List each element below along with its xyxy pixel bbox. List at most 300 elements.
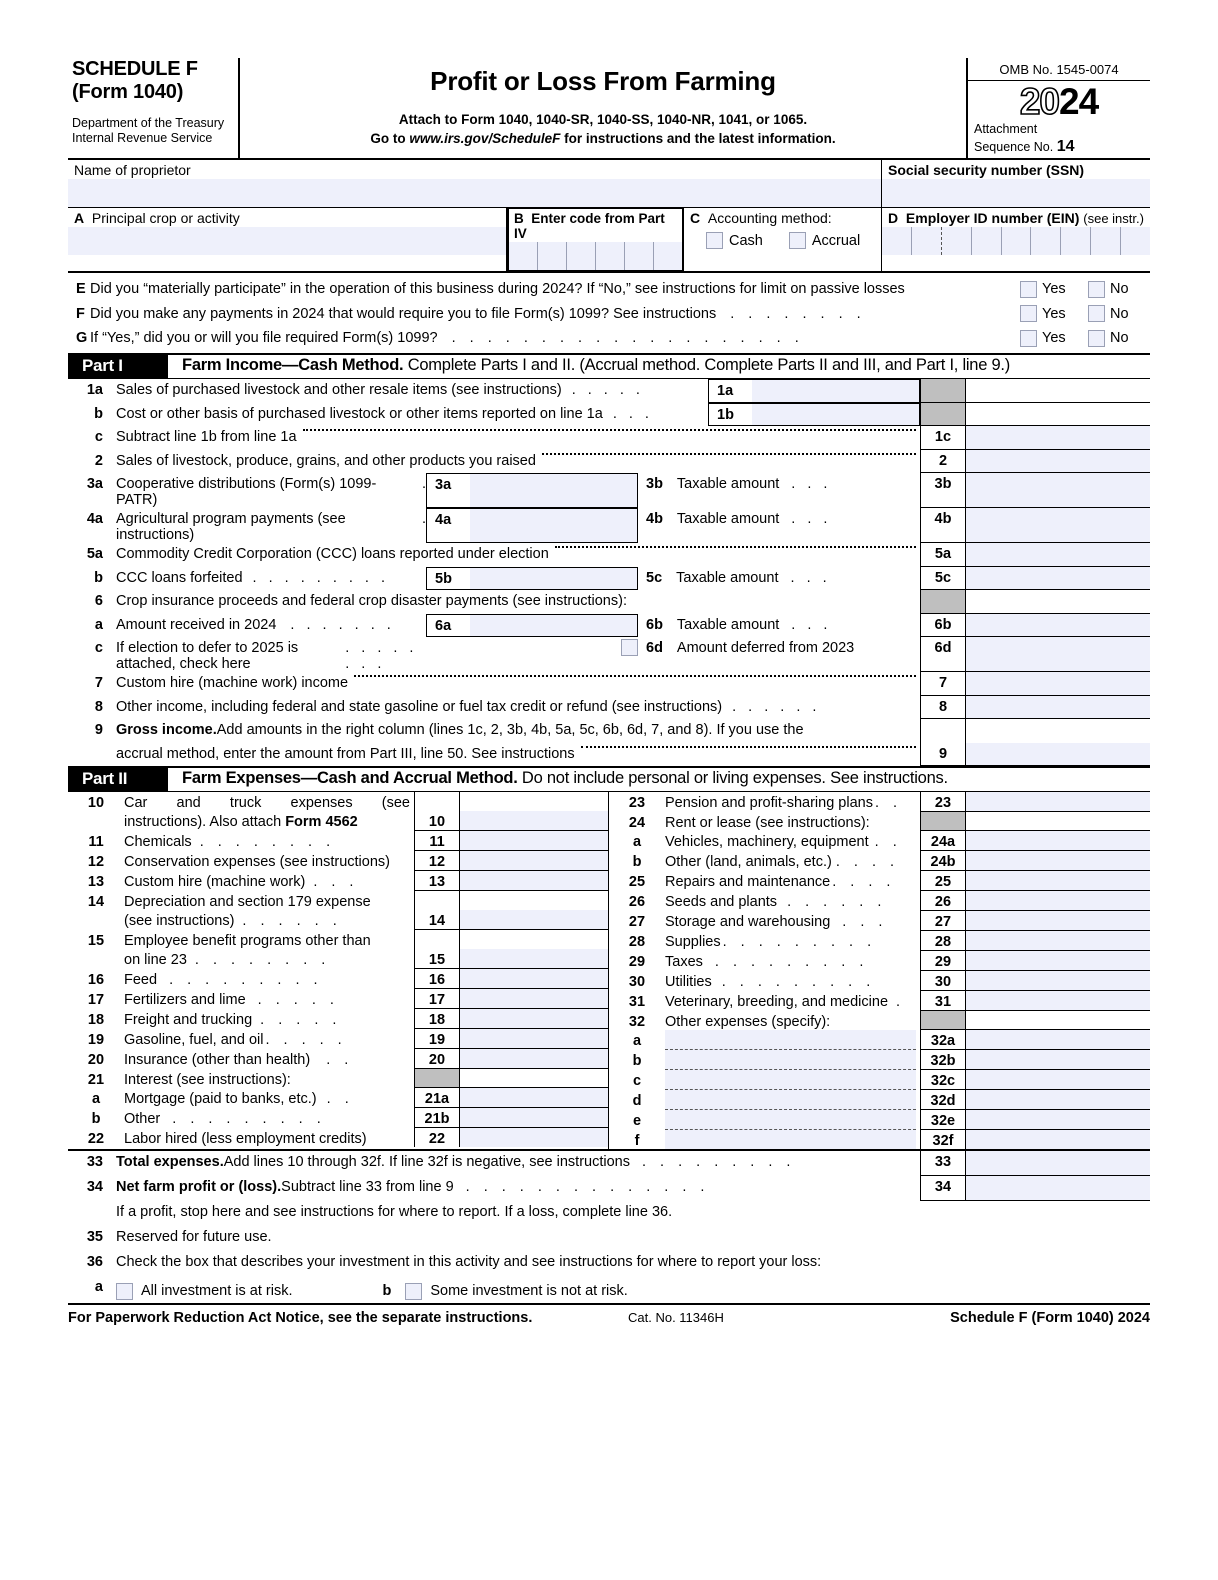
line-1c-input[interactable] <box>966 426 1150 450</box>
line-c-letter: C <box>690 209 701 226</box>
line-9-row-2 <box>68 743 1150 767</box>
line-32c-description-input[interactable] <box>665 1070 916 1090</box>
line-1b-input[interactable] <box>752 403 920 427</box>
line-4a-leader: . <box>421 511 426 528</box>
line-10-row-1 <box>68 792 608 811</box>
line-1a-row <box>68 379 1150 403</box>
line-21b-leader: . . . . . . . . . <box>172 1111 326 1128</box>
line-1c-text: Subtract line 1b from line 1a <box>116 429 297 446</box>
line-34-text: Subtract line 33 from line 9 <box>281 1179 454 1196</box>
line-20-input[interactable] <box>460 1049 608 1069</box>
line-31-input[interactable] <box>966 991 1150 1011</box>
questions-block <box>68 273 1150 354</box>
line-33-row <box>68 1151 1150 1176</box>
line-27-input[interactable] <box>966 911 1150 931</box>
line-2-row <box>68 450 1150 474</box>
abcd-row <box>68 208 1150 273</box>
part-2-header <box>68 768 1150 792</box>
line-d-note: (see instr.) <box>1083 210 1144 226</box>
line-7-box-label: 7 <box>920 672 966 696</box>
line-4a-input[interactable] <box>470 508 638 543</box>
line-36-text: Check the box that describes your investment in this activity and see instructions for where to report your loss: <box>116 1254 822 1271</box>
line-34-note-row <box>68 1201 1150 1226</box>
ein-box[interactable] <box>1091 227 1121 255</box>
line-30-box-label: 30 <box>920 971 966 991</box>
line-8-number: 8 <box>94 698 103 715</box>
ein-box[interactable] <box>1121 227 1150 255</box>
line-32e-number: e <box>632 1113 642 1130</box>
line-32d-number: d <box>632 1093 642 1110</box>
line-15-input[interactable] <box>460 949 608 969</box>
line-1b-row <box>68 403 1150 427</box>
part-2-label: Part II <box>68 768 168 791</box>
cash-checkbox[interactable] <box>706 232 723 249</box>
line-a-letter: A <box>74 209 85 226</box>
line-24-row <box>609 812 1150 831</box>
line-34-input[interactable] <box>966 1176 1150 1201</box>
code-box[interactable] <box>625 242 654 270</box>
question-e-no[interactable] <box>1088 281 1150 298</box>
attachment-sequence <box>968 122 1150 158</box>
form-body <box>68 58 1150 1326</box>
line-1c-number: c <box>94 429 103 446</box>
line-4-row <box>68 508 1150 543</box>
line-3-row <box>68 473 1150 508</box>
line-7-input[interactable] <box>966 672 1150 696</box>
line-32f-input[interactable] <box>966 1130 1150 1149</box>
line-32f-row <box>609 1130 1150 1149</box>
line-25-number: 25 <box>628 874 646 891</box>
line-1b-box-label: 1b <box>708 403 752 427</box>
line-36b-checkbox[interactable] <box>405 1283 422 1300</box>
line-33-bold: Total expenses. <box>116 1154 224 1171</box>
line-10-text-2: instructions). Also attach <box>124 814 286 831</box>
line-32d-description-input[interactable] <box>665 1090 916 1110</box>
line-4b-number: 4b <box>646 511 663 528</box>
line-24a-input[interactable] <box>966 831 1150 851</box>
line-1c-row <box>68 426 1150 450</box>
line-26-input[interactable] <box>966 891 1150 911</box>
question-e-yes[interactable] <box>1020 281 1088 298</box>
form-header <box>68 58 1150 160</box>
line-21a-box-label: 21a <box>414 1088 460 1108</box>
proprietor-name-input[interactable] <box>68 179 881 207</box>
attachment-label-1: Attachment <box>974 122 1038 136</box>
line-6c-text: If election to defer to 2025 is attached, check here <box>116 640 299 673</box>
line-32a-description-input[interactable] <box>665 1030 916 1050</box>
line-30-input[interactable] <box>966 971 1150 991</box>
line-25-input[interactable] <box>966 871 1150 891</box>
line-15-number: 15 <box>87 933 105 950</box>
yes-checkbox[interactable] <box>1020 305 1037 322</box>
line-21b-box-label: 21b <box>414 1108 460 1128</box>
line-36-number: 36 <box>86 1254 103 1271</box>
line-31-text: Veterinary, breeding, and medicine <box>665 994 889 1011</box>
line-2-input[interactable] <box>966 450 1150 474</box>
line-14-row-1 <box>68 891 608 910</box>
part-1-rows <box>68 379 1150 768</box>
line-5c-text: Taxable amount <box>676 569 779 586</box>
ssn-input[interactable] <box>882 179 1150 207</box>
line-34-number: 34 <box>86 1179 103 1196</box>
line-32d-input[interactable] <box>966 1090 1150 1110</box>
line-15-box-label: 15 <box>414 949 460 969</box>
line-6c-leader: . . . . . . . . <box>345 640 418 673</box>
line-36-options-row <box>68 1276 1150 1303</box>
line-1b-right-blank <box>966 403 1150 427</box>
line-14-input[interactable] <box>460 910 608 930</box>
line-20-text: Insurance (other than health) <box>124 1052 311 1069</box>
line-3a-number: 3a <box>86 476 103 493</box>
code-box[interactable] <box>567 242 596 270</box>
yes-checkbox[interactable] <box>1020 281 1037 298</box>
line-b-text: Enter code from Part IV <box>514 210 665 241</box>
line-33-text: Add lines 10 through 32f. If line 32f is negative, see instructions <box>223 1154 630 1171</box>
ein-box[interactable] <box>972 227 1002 255</box>
line-14-text: Depreciation and section 179 expense <box>124 894 371 911</box>
line-7-number: 7 <box>94 675 103 692</box>
line-15-row-1 <box>68 930 608 949</box>
bottom-section <box>68 1151 1150 1303</box>
line-29-box-label: 29 <box>920 951 966 971</box>
line-32f-number: f <box>634 1133 640 1150</box>
proprietor-name-label: Name of proprietor <box>74 161 191 178</box>
line-b-cell <box>507 207 684 272</box>
line-d-label <box>882 208 1150 227</box>
line-14-number: 14 <box>87 894 105 911</box>
line-9-number: 9 <box>94 722 103 739</box>
part-1-label: Part I <box>68 355 168 378</box>
line-17-input[interactable] <box>460 989 608 1009</box>
part-2-title-rest: Do not include personal or living expenses. See instructions. <box>517 769 948 788</box>
yes-checkbox[interactable] <box>1020 330 1037 347</box>
line-24b-input[interactable] <box>966 851 1150 871</box>
line-19-input[interactable] <box>460 1029 608 1049</box>
line-32c-box-label: 32c <box>920 1070 966 1090</box>
line-13-row <box>68 871 608 891</box>
line-10-spacer-fld <box>460 792 608 811</box>
line-3b-input[interactable] <box>966 473 1150 508</box>
question-g-no[interactable] <box>1088 330 1150 347</box>
line-c-text: Accounting method: <box>707 209 832 226</box>
line-32f-description-input[interactable] <box>665 1130 916 1149</box>
line-23-leader: . . <box>874 795 903 812</box>
line-9-text-2: accrual method, enter the amount from Part III, line 50. See instructions <box>116 745 575 762</box>
line-9-leader <box>581 746 916 748</box>
line-14-text-2: (see instructions) <box>124 913 235 930</box>
line-13-input[interactable] <box>460 871 608 891</box>
line-32e-input[interactable] <box>966 1110 1150 1130</box>
line-30-leader: . . . . . . . . . <box>721 974 876 991</box>
line-5b-number: b <box>94 569 103 586</box>
line-23-row <box>609 792 1150 812</box>
part-2-title <box>168 768 948 791</box>
line-6c-number: c <box>94 640 103 657</box>
line-28-row <box>609 931 1150 951</box>
line-a-cell <box>68 208 507 271</box>
line-33-box-label: 33 <box>920 1151 966 1176</box>
line-24-text: Rent or lease (see instructions): <box>665 815 870 832</box>
question-row-f <box>68 301 1150 326</box>
line-24a-box-label: 24a <box>920 831 966 851</box>
question-text-g: If “Yes,” did you or will you file required Form(s) 1099? <box>90 330 438 347</box>
line-6a-leader: . . . . . . . <box>290 616 395 633</box>
header-center-block <box>240 58 968 158</box>
line-18-row <box>68 1009 608 1029</box>
line-20-leader: . . <box>326 1052 354 1069</box>
line-11-row <box>68 831 608 851</box>
no-checkbox[interactable] <box>1088 281 1105 298</box>
line-10-word: expenses <box>290 795 353 812</box>
line-5c-number: 5c <box>646 569 663 586</box>
line-2-number: 2 <box>94 452 103 469</box>
accrual-checkbox[interactable] <box>789 232 806 249</box>
form-identifier: Schedule F (Form 1040) 2024 <box>950 1310 1150 1327</box>
line-25-box-label: 25 <box>920 871 966 891</box>
year-suffix: 24 <box>1059 81 1099 122</box>
line-5a-input[interactable] <box>966 543 1150 567</box>
line-18-number: 18 <box>87 1012 105 1029</box>
line-5a-row <box>68 543 1150 567</box>
code-box[interactable] <box>654 242 682 270</box>
code-box[interactable] <box>538 242 567 270</box>
header-right-block <box>968 58 1150 158</box>
paperwork-notice: For Paperwork Reduction Act Notice, see the separate instructions. <box>68 1310 533 1327</box>
line-25-row <box>609 871 1150 891</box>
line-22-number: 22 <box>87 1131 105 1148</box>
line-28-input[interactable] <box>966 931 1150 951</box>
line-1b-number: b <box>94 405 103 422</box>
line-8-input[interactable] <box>966 696 1150 720</box>
question-f-yes[interactable] <box>1020 305 1088 322</box>
line-24a-row <box>609 831 1150 851</box>
line-32c-row <box>609 1070 1150 1090</box>
line-10-row-2 <box>68 811 608 831</box>
line-21a-row <box>68 1088 608 1108</box>
line-32-gray-cell <box>920 1011 966 1030</box>
line-11-leader: . . . . . . . . <box>199 834 336 851</box>
line-29-row <box>609 951 1150 971</box>
line-32a-box-label: 32a <box>920 1030 966 1050</box>
line-32e-description-input[interactable] <box>665 1110 916 1130</box>
line-23-input[interactable] <box>966 792 1150 812</box>
line-b-code-boxes[interactable] <box>509 242 682 270</box>
line-24b-box-label: 24b <box>920 851 966 871</box>
line-16-leader: . . . . . . . . . <box>169 972 323 989</box>
line-27-leader: . . . <box>842 914 888 931</box>
line-6-row <box>68 590 1150 614</box>
line-13-leader: . . . <box>313 874 359 891</box>
line-3a-input[interactable] <box>470 473 638 508</box>
line-16-input[interactable] <box>460 969 608 989</box>
line-32-number: 32 <box>628 1014 646 1031</box>
line-32a-input[interactable] <box>966 1030 1150 1050</box>
part-1-title-bold: Farm Income—Cash Method. <box>182 356 404 375</box>
part-2-left-column <box>68 792 609 1149</box>
tax-year <box>968 81 1150 122</box>
line-19-box-label: 19 <box>414 1029 460 1049</box>
line-21a-input[interactable] <box>460 1088 608 1108</box>
ein-box[interactable] <box>1061 227 1091 255</box>
ein-boxes[interactable] <box>882 227 1150 255</box>
line-32c-input[interactable] <box>966 1070 1150 1090</box>
line-32d-box-label: 32d <box>920 1090 966 1110</box>
line-26-row <box>609 891 1150 911</box>
line-26-box-label: 26 <box>920 891 966 911</box>
line-32a-row <box>609 1030 1150 1050</box>
ein-box[interactable] <box>1002 227 1032 255</box>
no-checkbox[interactable] <box>1088 305 1105 322</box>
line-1b-leader: . . . <box>612 405 653 422</box>
goto-prefix: Go to <box>370 131 410 147</box>
line-36b-number: b <box>382 1283 392 1300</box>
part-1-header <box>68 353 1150 379</box>
line-18-box-label: 18 <box>414 1009 460 1029</box>
line-16-text: Feed <box>124 972 158 989</box>
line-30-text: Utilities <box>665 974 712 991</box>
line-32f-box-label: 32f <box>920 1130 966 1149</box>
line-5a-box-label: 5a <box>920 543 966 567</box>
yes-label: Yes <box>1042 330 1066 347</box>
question-f-no[interactable] <box>1088 305 1150 322</box>
line-30-row <box>609 971 1150 991</box>
line-25-text: Repairs and maintenance <box>665 874 831 891</box>
line-21b-text: Other <box>124 1111 161 1128</box>
line-29-input[interactable] <box>966 951 1150 971</box>
line-12-input[interactable] <box>460 851 608 871</box>
line-21a-text: Mortgage (paid to banks, etc.) <box>124 1091 317 1108</box>
line-3b-leader: . . . <box>791 476 832 493</box>
line-3a-box-label: 3a <box>426 473 470 508</box>
line-24b-text: Other (land, animals, etc.) <box>665 854 832 871</box>
question-letter-g: G <box>76 330 88 347</box>
line-6d-box-label: 6d <box>920 637 966 672</box>
irs-url[interactable]: www.irs.gov/ScheduleF <box>409 131 561 147</box>
line-33-input[interactable] <box>966 1151 1150 1176</box>
question-g-yes[interactable] <box>1020 330 1088 347</box>
line-4a-box-label: 4a <box>426 508 470 543</box>
line-27-row <box>609 911 1150 931</box>
line-26-number: 26 <box>628 894 646 911</box>
line-6a-input[interactable] <box>470 614 638 638</box>
line-32b-input[interactable] <box>966 1050 1150 1070</box>
line-16-row <box>68 969 608 989</box>
line-9-spacer-fld <box>966 719 1150 743</box>
no-checkbox[interactable] <box>1088 330 1105 347</box>
ein-box[interactable] <box>942 227 972 255</box>
line-12-box-label: 12 <box>414 851 460 871</box>
line-6a-box-label: 6a <box>426 614 470 638</box>
header-left-block <box>68 58 240 158</box>
line-21a-leader: . . <box>326 1091 354 1108</box>
question-text-e: Did you “materially participate” in the operation of this business during 2024? If “No,” see instructions for limit on passive losses <box>90 281 905 298</box>
part-1-title-rest: Complete Parts I and II. (Accrual method. Complete Parts II and III, and Part I, line 9.) <box>403 356 1010 375</box>
line-10-number: 10 <box>87 795 105 812</box>
line-32b-row <box>609 1050 1150 1070</box>
line-9-input[interactable] <box>966 743 1150 767</box>
code-box[interactable] <box>596 242 625 270</box>
line-18-leader: . . . . . <box>260 1012 342 1029</box>
line-6-text: Crop insurance proceeds and federal crop disaster payments (see instructions): <box>116 593 627 610</box>
line-13-box-label: 13 <box>414 871 460 891</box>
line-5c-input[interactable] <box>966 567 1150 591</box>
line-24a-leader: . . <box>874 834 902 851</box>
line-32-text: Other expenses (specify): <box>665 1014 831 1031</box>
line-1a-input[interactable] <box>752 379 920 403</box>
line-17-box-label: 17 <box>414 989 460 1009</box>
line-29-leader: . . . . . . . . . <box>714 954 869 971</box>
no-label: No <box>1110 305 1129 322</box>
ein-box[interactable] <box>882 227 912 255</box>
ein-box[interactable] <box>912 227 942 255</box>
line-7-text: Custom hire (machine work) income <box>116 675 349 692</box>
line-2-box-label: 2 <box>920 450 966 474</box>
line-36a-checkbox[interactable] <box>116 1283 133 1300</box>
line-15-text: Employee benefit programs other than <box>124 933 371 950</box>
attach-instruction: Attach to Form 1040, 1040-SR, 1040-SS, 1040-NR, 1041, or 1065. <box>398 112 808 127</box>
line-8-row <box>68 696 1150 720</box>
line-23-number: 23 <box>628 795 646 812</box>
line-33-leader: . . . . . . . . . <box>641 1154 796 1171</box>
line-5b-row <box>68 567 1150 591</box>
line-21b-input[interactable] <box>460 1108 608 1128</box>
line-12-row <box>68 851 608 871</box>
code-box[interactable] <box>509 242 538 270</box>
line-31-box-label: 31 <box>920 991 966 1011</box>
line-10-box-label: 10 <box>414 811 460 831</box>
goto-suffix: for instructions and the latest information. <box>560 131 836 147</box>
yes-label: Yes <box>1042 305 1066 322</box>
line-1a-box-label: 1a <box>708 379 752 403</box>
form-footer <box>68 1303 1150 1326</box>
line-28-number: 28 <box>628 934 646 951</box>
line-2-text: Sales of livestock, produce, grains, and other products you raised <box>116 452 536 469</box>
line-2-leader <box>542 453 916 455</box>
line-20-box-label: 20 <box>414 1049 460 1069</box>
line-6a-row <box>68 614 1150 638</box>
form-title: Profit or Loss From Farming <box>430 66 776 96</box>
line-5c-leader: . . . <box>790 569 831 586</box>
line-17-leader: . . . . . <box>257 992 339 1009</box>
line-13-text: Custom hire (machine work) <box>124 874 306 891</box>
line-34-bold: Net farm profit or (loss). <box>116 1179 282 1196</box>
line-6c-checkbox[interactable] <box>621 639 638 656</box>
line-22-input[interactable] <box>460 1128 608 1147</box>
ein-box[interactable] <box>1031 227 1061 255</box>
line-9-box-label: 9 <box>920 743 966 767</box>
line-14-spacer-fld <box>460 891 608 910</box>
line-18-input[interactable] <box>460 1009 608 1029</box>
line-34-leader: . . . . . . . . . . . . . . <box>465 1179 710 1196</box>
form-number: (Form 1040) <box>72 81 184 104</box>
line-6d-input[interactable] <box>966 637 1150 672</box>
line-4b-input[interactable] <box>966 508 1150 543</box>
line-32b-description-input[interactable] <box>665 1050 916 1070</box>
line-5b-input[interactable] <box>470 567 638 591</box>
line-10-word: truck <box>229 795 262 812</box>
line-a-input[interactable] <box>68 227 506 255</box>
line-27-box-label: 27 <box>920 911 966 931</box>
line-6b-input[interactable] <box>966 614 1150 638</box>
line-10-input[interactable] <box>460 811 608 831</box>
line-11-input[interactable] <box>460 831 608 851</box>
line-1b-text: Cost or other basis of purchased livestock or other items reported on line 1a <box>116 405 603 422</box>
line-24a-text: Vehicles, machinery, equipment <box>665 834 869 851</box>
line-32-row <box>609 1011 1150 1030</box>
line-10-word: (see <box>381 795 410 812</box>
line-32a-number: a <box>632 1033 642 1050</box>
line-23-box-label: 23 <box>920 792 966 812</box>
